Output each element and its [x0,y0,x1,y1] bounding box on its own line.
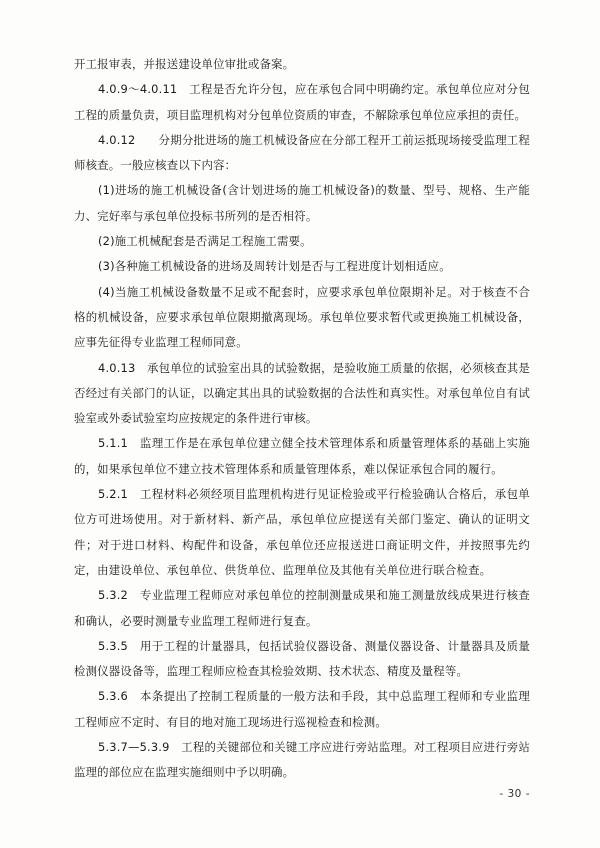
paragraph: (2)施工机械配套是否满足工程施工需要。 [98,234,312,249]
paragraph: 5.3.2 专业监理工程师应对承包单位的控制测量成果和施工测量放线成果进行核查和确认，必要时测量专业监理工程师进行复查。 [74,588,530,628]
paragraph: (1)进场的施工机械设备(含计划进场的施工机械设备)的数量、型号、规格、生产能力、完好率与承包单位投标书所列的是否相符。 [74,183,530,223]
paragraph: 4.0.9～4.0.11 工程是否允许分包，应在承包合同中明确约定。承包单位应对分包工程的质量负责，项目监理机构对分包单位资质的审查，不解除承包单位应承担的责任。 [74,82,530,122]
paragraph: 5.3.5 用于工程的计量器具，包括试验仪器设备、测量仪器设备、计量器具及质量检测仪器设备等，监理工程师应检查其检验效期、技术状态、精度及量程等。 [74,638,530,679]
paragraph: 5.2.1 工程材料必须经项目监理机构进行见证检验或平行检验确认合格后，承包单位方可进场使用。对于新材料、新产品，承包单位应提送有关部门鉴定、确认的证明文件；对于进口材料、构配件和设备，承包单位还应报送进口商证明文件，并按照事先约定，由建设单位、承包单位、供货单位、监理单位及其他有关单位进行联合检查。 [74,487,530,577]
page-body [74,52,530,786]
paragraph: 4.0.12 分期分批进场的施工机械设备应在分部工程开工前运抵现场接受监理工程师核查。一般应核查以下内容： [74,132,530,173]
paragraph: 5.3.6 本条提出了控制工程质量的一般方法和手段，其中总监理工程师和专业监理工程师应不定时、有目的地对施工现场进行巡视检查和检测。 [74,689,530,729]
paragraph: 5.1.1 监理工作是在承包单位建立健全技术管理体系和质量管理体系的基础上实施的，如果承包单位不建立技术管理体系和质量管理体系，难以保证承包合同的履行。 [74,436,530,476]
paragraph: (4)当施工机械设备数量不足或不配套时，应要求承包单位限期补足。对于核查不合格的机械设备，应要求承包单位限期撤离现场。承包单位要求暂代或更换施工机械设备，应事先征得专业监理工程师同意。 [74,284,530,350]
page-number: - 30 - [499,788,530,800]
paragraph: (3)各种施工机械设备的进场及周转计划是否与工程进度计划相适应。 [98,259,451,274]
paragraph: 开工报审表，并报送建设单位审批或备案。 [74,57,295,71]
paragraph: 5.3.7—5.3.9 工程的关键部位和关键工序应进行旁站监理。对工程项目应进行旁站监理的部位应在监理实施细则中予以明确。 [74,740,530,780]
paragraph: 4.0.13 承包单位的试验室出具的试验数据，是验收施工质量的依据，必须核查其是否经过有关部门的认证，以确定其出具的试验数据的合法性和真实性。对承包单位自有试验室或外委试验室均应按规定的条件进行审核。 [74,360,530,426]
